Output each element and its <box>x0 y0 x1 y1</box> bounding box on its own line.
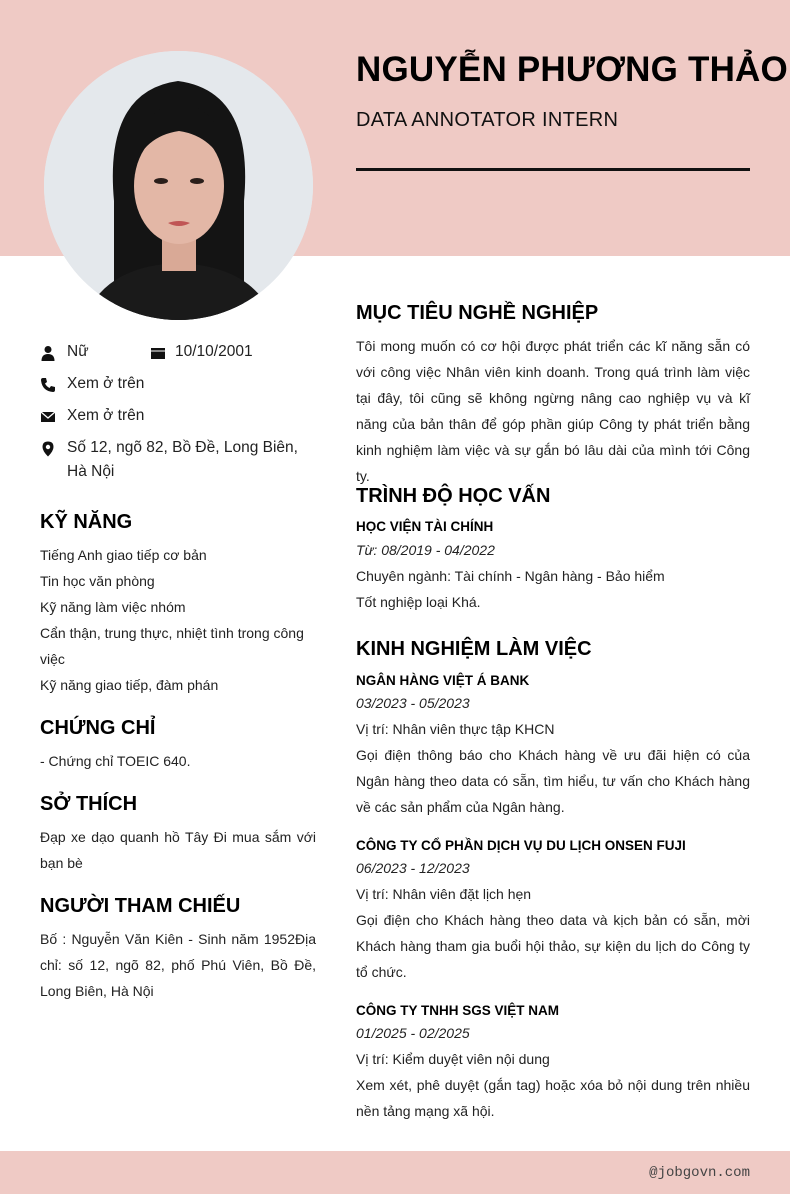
location-icon <box>40 441 56 457</box>
skills-list <box>40 542 316 698</box>
email-icon <box>40 409 56 425</box>
skill-item: Kỹ năng làm việc nhóm <box>40 599 186 615</box>
references-text: Bố : Nguyễn Văn Kiên - Sinh năm 1952Địa chỉ: số 12, ngõ 82, phố Phú Viên, Bồ Đề, Long Biên, Hà Nội <box>40 931 316 999</box>
experience-heading: KINH NGHIỆM LÀM VIỆC <box>356 638 592 660</box>
job-period: 06/2023 - 12/2023 <box>356 860 470 876</box>
job-description: Gọi điện thông báo cho Khách hàng về ưu đãi hiện có của Ngân hàng theo data có sẵn, tìm hiểu, tư vấn cho Khách hàng về các sản phẩm của Ngân hàng. <box>356 747 750 815</box>
objective-text: Tôi mong muốn có cơ hội được phát triển các kĩ năng sẵn có với công việc Nhân viên kinh doanh. Trong quá trình làm việc tại đây, tôi cũng sẽ không ngừng nâng cao nghiệp vụ và kĩ năng của bản thân để góp phần giúp Công ty phát triển bằng kinh nghiệm làm việc và sự gắn bó lâu dài của mình tới Công ty. <box>356 338 750 484</box>
skill-item: Kỹ năng giao tiếp, đàm phán <box>40 677 219 693</box>
job-company: CÔNG TY CỔ PHẦN DỊCH VỤ DU LỊCH ONSEN FUJI <box>356 838 686 853</box>
address-text: Số 12, ngõ 82, Bồ Đề, Long Biên, Hà Nội <box>67 439 298 480</box>
phone-text: Xem ở trên <box>67 375 145 392</box>
job-position: Vị trí: Nhân viên thực tập KHCN <box>356 721 555 737</box>
hobbies-heading: SỞ THÍCH <box>40 793 138 815</box>
school-name: HỌC VIỆN TÀI CHÍNH <box>356 519 494 534</box>
hobbies-text: Đạp xe dạo quanh hồ Tây Đi mua sắm với bạn bè <box>40 829 316 871</box>
job-description: Gọi điện cho Khách hàng theo data và kịch bản có sẵn, mời Khách hàng tham gia buổi hội thảo, sự kiện du lịch do Công ty tổ chức. <box>356 912 750 980</box>
skills-heading: KỸ NĂNG <box>40 511 133 533</box>
email-text: Xem ở trên <box>67 407 145 424</box>
title-divider <box>356 168 750 171</box>
gender-text: Nữ <box>67 343 89 360</box>
education-grade: Tốt nghiệp loại Khá. <box>356 594 481 610</box>
objective-heading: MỤC TIÊU NGHỀ NGHIỆP <box>356 302 599 324</box>
profile-photo <box>44 51 313 320</box>
job-position: Vị trí: Kiểm duyệt viên nội dung <box>356 1051 550 1067</box>
education-period: Từ: 08/2019 - 04/2022 <box>356 542 495 558</box>
birthdate-text: 10/10/2001 <box>175 343 253 360</box>
skill-item: Cẩn thận, trung thực, nhiệt tình trong công việc <box>40 625 304 667</box>
references-heading: NGƯỜI THAM CHIẾU <box>40 895 241 917</box>
education-heading: TRÌNH ĐỘ HỌC VẤN <box>356 485 551 507</box>
skill-item: Tiếng Anh giao tiếp cơ bản <box>40 547 207 563</box>
job-company: CÔNG TY TNHH SGS VIỆT NAM <box>356 1003 560 1018</box>
candidate-name: NGUYỄN PHƯƠNG THẢO <box>356 50 788 89</box>
footer-watermark: @jobgovn.com <box>649 1165 750 1181</box>
job-company: NGÂN HÀNG VIỆT Á BANK <box>356 673 530 688</box>
education-major: Chuyên ngành: Tài chính - Ngân hàng - Bảo hiểm <box>356 568 665 584</box>
phone-icon <box>40 377 56 393</box>
job-period: 03/2023 - 05/2023 <box>356 695 470 711</box>
job-period: 01/2025 - 02/2025 <box>356 1025 470 1041</box>
calendar-icon <box>150 345 166 361</box>
job-position: Vị trí: Nhân viên đặt lịch hẹn <box>356 886 532 902</box>
person-icon <box>40 345 56 361</box>
job-title: DATA ANNOTATOR INTERN <box>356 109 619 131</box>
skill-item: Tin học văn phòng <box>40 573 155 589</box>
job-description: Xem xét, phê duyệt (gắn tag) hoặc xóa bỏ nội dung trên nhiều nền tảng mạng xã hội. <box>356 1077 750 1119</box>
certificates-heading: CHỨNG CHỈ <box>40 717 156 739</box>
certificates-text: - Chứng chỉ TOEIC 640. <box>40 753 191 769</box>
